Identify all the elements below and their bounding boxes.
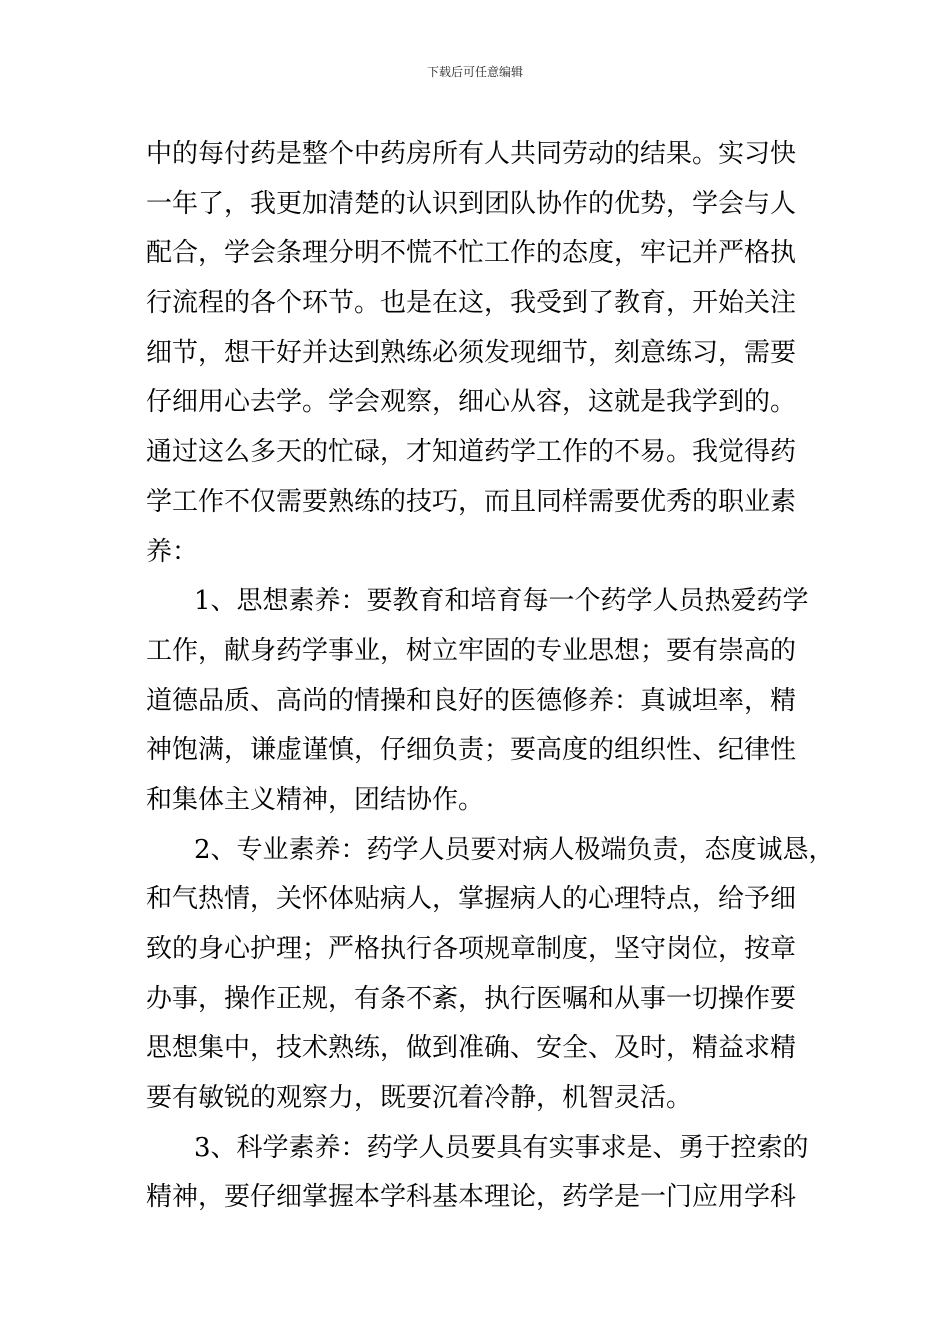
text-line: 养：	[146, 536, 199, 567]
text-line: 精神，要仔细掌握本学科基本理论，药学是一门应用学科	[146, 1182, 797, 1213]
text-line: 仔细用心去学。学会观察，细心从容，这就是我学到的。	[146, 387, 797, 418]
paragraph-first-line: 3、科学素养：药学人员要具有实事求是、勇于控索的	[194, 1132, 809, 1163]
text-line: 要有敏锐的观察力，既要沉着冷静，机智灵活。	[146, 1083, 693, 1114]
text-line: 办事，操作正规，有条不紊，执行医嘱和从事一切操作要	[146, 983, 797, 1014]
text-line: 道德品质、高尚的情操和良好的医德修养：真诚坦率，精	[146, 685, 797, 716]
text-line: 配合，学会条理分明不慌不忙工作的态度，牢记并严格执	[146, 238, 797, 269]
text-line: 通过这么多天的忙碌，才知道药学工作的不易。我觉得药	[146, 437, 797, 468]
text-line: 工作，献身药学事业，树立牢固的专业思想；要有崇高的	[146, 635, 797, 666]
text-line: 神饱满，谦虚谨慎，仔细负责；要高度的组织性、纪律性	[146, 735, 797, 766]
text-line: 和集体主义精神，团结协作。	[146, 784, 485, 815]
paragraph-first-line: 1、思想素养：要教育和培育每一个药学人员热爱药学	[194, 586, 809, 617]
text-line: 一年了，我更加清楚的认识到团队协作的优势，学会与人	[146, 188, 797, 219]
paragraph-first-line: 2、专业素养：药学人员要对病人极端负责，态度诚恳，	[194, 834, 835, 865]
text-line: 细节，想干好并达到熟练必须发现细节，刻意练习，需要	[146, 337, 797, 368]
text-line: 思想集中，技术熟练，做到准确、安全、及时，精益求精	[146, 1033, 797, 1064]
text-line: 学工作不仅需要熟练的技巧，而且同样需要优秀的职业素	[146, 486, 797, 517]
text-line: 致的身心护理；严格执行各项规章制度，坚守岗位，按章	[146, 934, 797, 964]
text-line: 和气热情，关怀体贴病人，掌握病人的心理特点，给予细	[146, 884, 797, 915]
text-line: 中的每付药是整个中药房所有人共同劳动的结果。实习快	[146, 139, 797, 169]
page-header: 下载后可任意编辑	[426, 65, 523, 79]
document-body	[146, 130, 835, 1223]
text-line: 行流程的各个环节。也是在这，我受到了教育，开始关注	[146, 288, 797, 319]
